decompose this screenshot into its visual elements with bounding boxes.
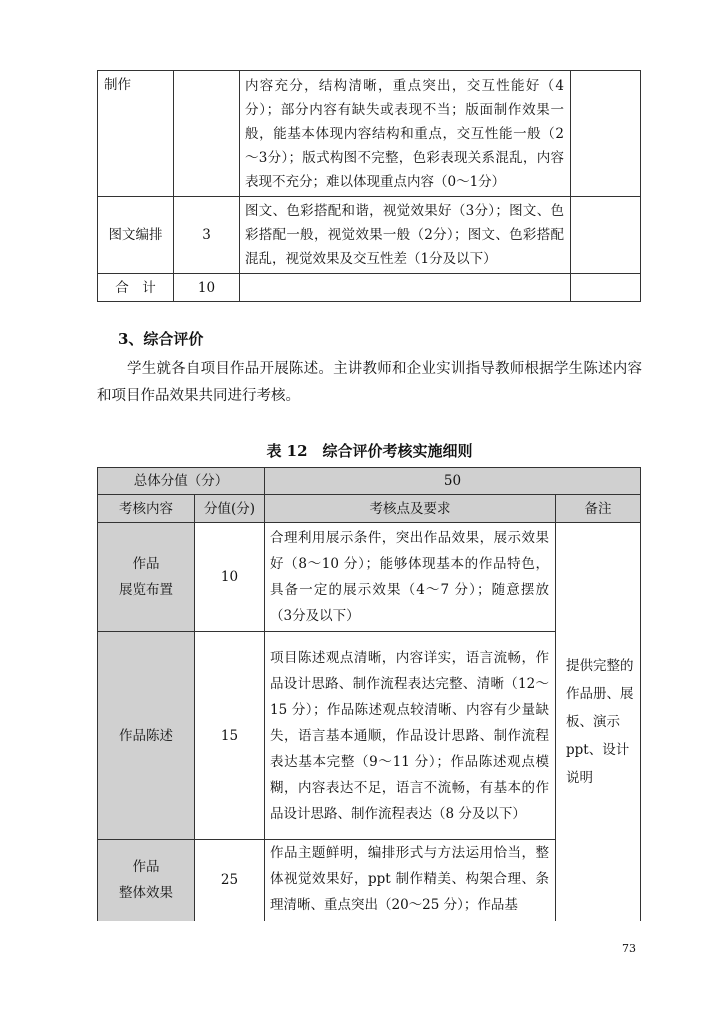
total-score-value: 50 [265,468,641,495]
comprehensive-evaluation-table [97,467,641,921]
table-caption: 表 12 综合评价考核实施细则 [266,442,473,460]
description-cell: 内容充分，结构清晰，重点突出，交互性能好（4分）；部分内容有缺失或表现不当；版面制作效果一般，能基本体现内容结构和重点，交互性能一般（2～3分）；版式构图不完整，色彩表现关系混乱，内容表现不充分；难以体现重点内容（0～1分） [240,71,571,197]
category-cell: 作品 展览布置 [98,523,195,632]
section-paragraph: 学生就各自项目作品开展陈述。主讲教师和企业实训指导教师根据学生陈述内容和项目作品效果共同进行考核。 [97,361,642,404]
score-cell [174,71,240,197]
category-cell: 作品陈述 [98,632,195,840]
score-cell: 3 [174,197,240,274]
total-score-label: 总体分值（分） [98,468,265,495]
note-cell [571,197,641,274]
category-cell: 制作 [98,71,174,197]
note-cell [571,274,641,302]
description-cell [240,274,571,302]
section-heading: 3、综合评价 [118,330,204,348]
category-cell: 图文编排 [98,197,174,274]
header-assessment-content: 考核内容 [98,495,195,523]
header-score: 分值(分) [195,495,265,523]
table-row [98,274,641,302]
description-cell: 作品主题鲜明，编排形式与方法运用恰当，整体视觉效果好，ppt 制作精美、构架合理、条理清晰、重点突出（20～25 分）；作品基 [265,840,556,921]
header-criteria: 考核点及要求 [265,495,556,523]
table-row [98,468,641,495]
score-cell: 15 [195,632,265,840]
description-cell: 合理利用展示条件，突出作品效果，展示效果好（8～10 分）；能够体现基本的作品特色，具备一定的展示效果（4～7 分）；随意摆放（3分及以下） [265,523,556,632]
note-cell: 提供完整的作品册、展板、演示ppt、设计说明 [556,523,641,921]
category-cell: 作品 整体效果 [98,840,195,921]
total-score-cell: 10 [174,274,240,302]
description-cell: 图文、色彩搭配和谐，视觉效果好（3分）；图文、色彩搭配一般，视觉效果一般（2分）；图文、色彩搭配混乱，视觉效果及交互性差（1分及以下） [240,197,571,274]
note-cell [571,71,641,197]
score-cell: 10 [195,523,265,632]
total-label-cell: 合 计 [98,274,174,302]
table-row [98,523,641,632]
header-note: 备注 [556,495,641,523]
table-row [98,71,641,197]
description-cell: 项目陈述观点清晰，内容详实，语言流畅，作品设计思路、制作流程表达完整、清晰（12～15 分）；作品陈述观点较清晰、内容有少量缺失，语言基本通顺，作品设计思路、制作流程表达基本完整（9～11 分）；作品陈述观点模糊，内容表达不足，语言不流畅，有基本的作品设计思路、制作流程表达（8 分及以下） [265,632,556,840]
score-cell: 25 [195,840,265,921]
table-row [98,197,641,274]
page-number: 73 [622,942,636,955]
table-header-row [98,495,641,523]
scoring-table-continued [97,70,641,302]
